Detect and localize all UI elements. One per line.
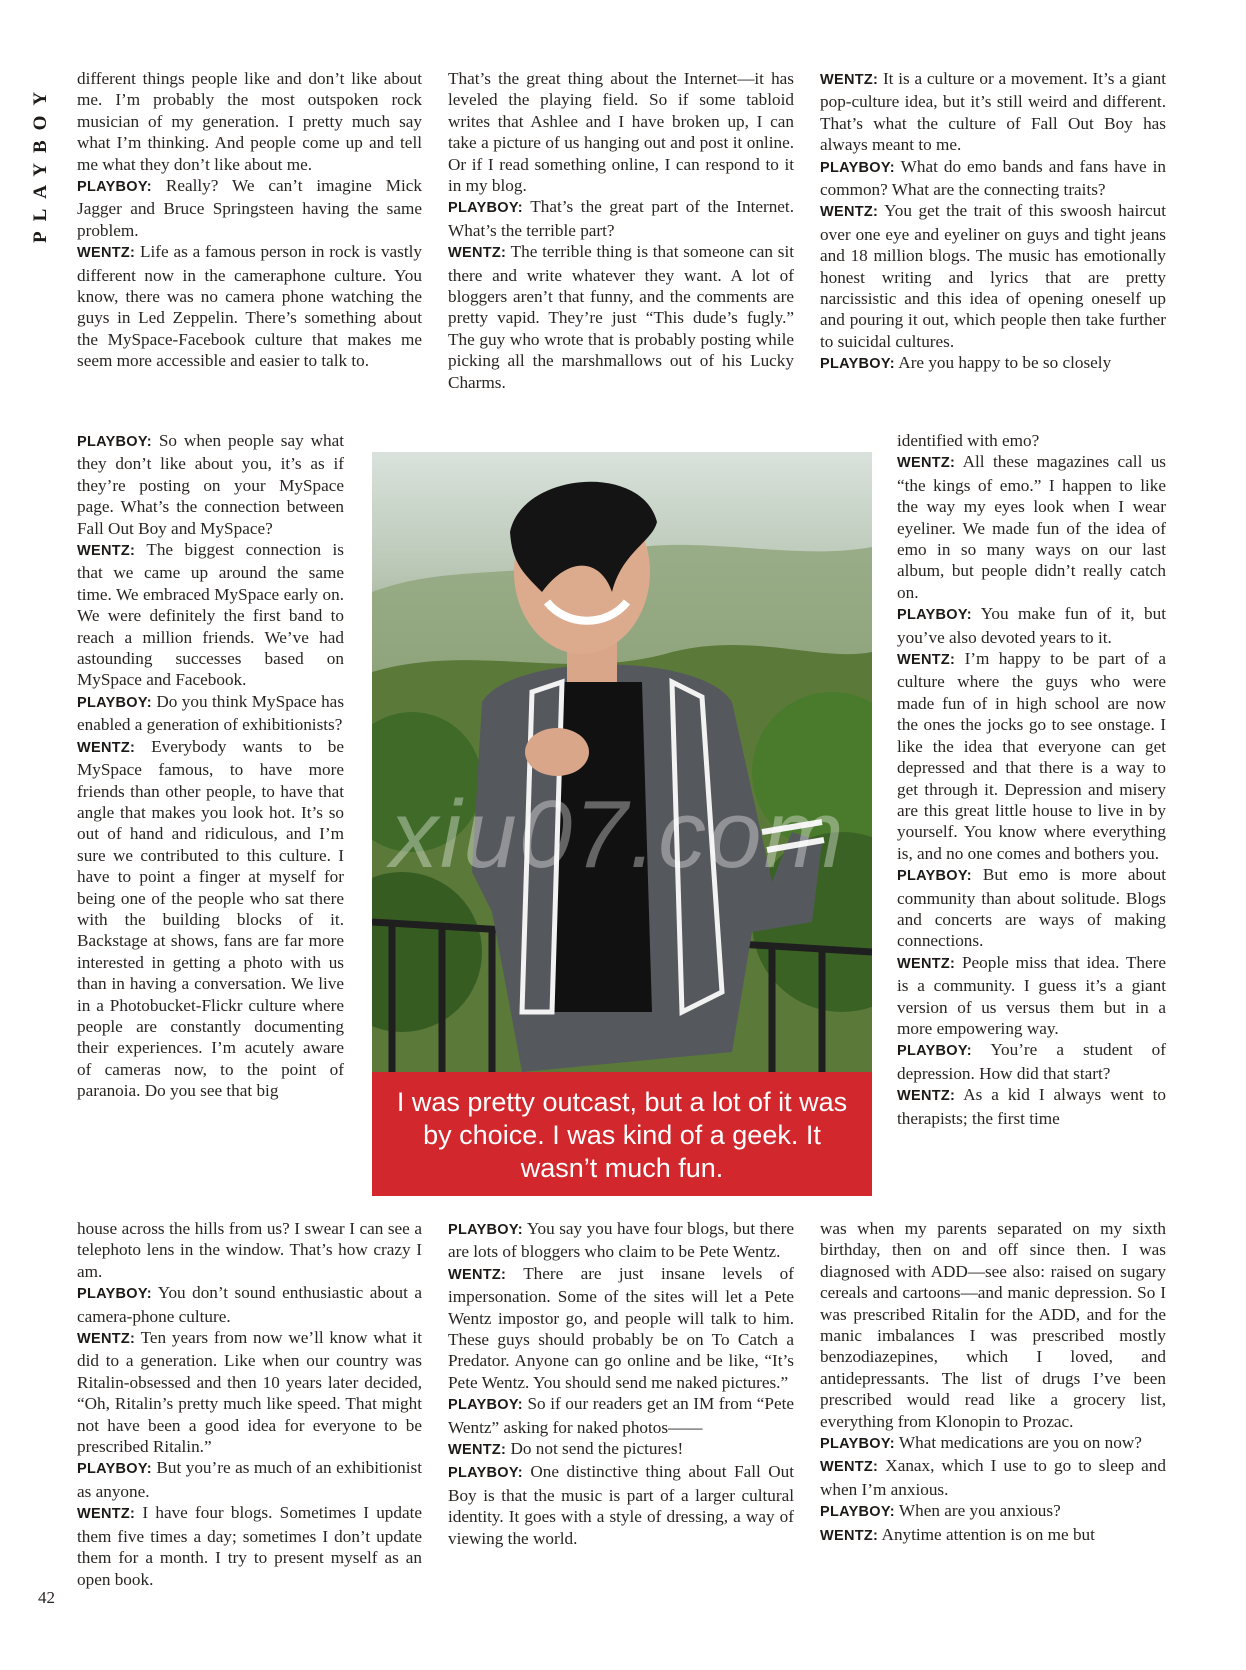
paragraph-text: But emo is more about community than about solitude. Blogs and concerts are ways of making connections. (897, 865, 1166, 951)
paragraph (77, 691, 344, 736)
speaker-label: WENTZ: (897, 652, 956, 669)
column-2-bottom (448, 1218, 794, 1549)
speaker-label: PLAYBOY: (77, 1286, 152, 1303)
paragraph-text: What do emo bands and fans have in common? What are the connecting traits? (820, 156, 1166, 200)
paragraph-text: One distinctive thing about Fall Out Boy is that the music is part of a larger cultural identity. It goes with a style of dressing, a way of viewing the world. (448, 1462, 794, 1548)
paragraph (448, 1461, 794, 1549)
column-1-bottom (77, 1218, 422, 1590)
paragraph-text: Do not send the pictures! (510, 1439, 684, 1459)
paragraph (820, 156, 1166, 201)
speaker-label: WENTZ: (897, 1088, 956, 1105)
paragraph-text: identified with emo? (897, 431, 1040, 450)
paragraph (448, 241, 794, 393)
paragraph-text: But you’re as much of an exhibitionist as anyone. (77, 1458, 423, 1501)
paragraph-text: As a kid I always went to therapists; the first time (897, 1085, 1166, 1128)
paragraph (820, 1218, 1166, 1432)
paragraph (820, 1455, 1166, 1500)
paragraph (77, 1457, 422, 1502)
speaker-label: WENTZ: (448, 1266, 507, 1283)
column-2-top (448, 68, 794, 393)
speaker-label: WENTZ: (820, 204, 879, 221)
paragraph-text: You don’t sound enthusiastic about a camera-phone culture. (77, 1283, 422, 1326)
paragraph-text: So when people say what they don’t like about you, it’s as if they’re posting on your MySpace page. What’s the connection between Fall Out Boy and MySpace? (77, 431, 344, 538)
speaker-label: WENTZ: (897, 455, 956, 472)
paragraph (820, 1524, 1166, 1547)
paragraph-text: Xanax, which I use to go to sleep and when I’m anxious. (820, 1456, 1166, 1499)
paragraph-text: The biggest connection is that we came up around the same time. We embraced MySpace early on. We were definitely the first band to reach a million friends. We’ve had astounding successes based on MySpace and Facebook. (77, 540, 344, 690)
paragraph-text: Anytime attention is on me but (881, 1524, 1095, 1544)
paragraph (820, 1500, 1166, 1523)
paragraph-text: People miss that idea. There is a community. I guess it’s a giant version of us versus them but in a more empowering way. (897, 952, 1166, 1038)
column-3-bottom (820, 1218, 1166, 1547)
paragraph-text: When are you anxious? (898, 1501, 1061, 1521)
paragraph (897, 603, 1166, 648)
speaker-label: PLAYBOY: (77, 694, 152, 711)
column-3-middle (897, 430, 1166, 1129)
speaker-label: PLAYBOY: (897, 868, 972, 885)
speaker-label: PLAYBOY: (820, 356, 895, 373)
paragraph (77, 539, 344, 691)
paragraph-text: Are you happy to be so closely (898, 353, 1112, 373)
portrait-illustration (372, 452, 872, 1072)
speaker-label: WENTZ: (820, 72, 879, 88)
paragraph-text: You make fun of it, but you’ve also devoted years to it. (897, 604, 1166, 647)
paragraph (897, 1084, 1166, 1129)
speaker-label: PLAYBOY: (820, 1504, 895, 1521)
column-1-top (77, 68, 422, 372)
column-3-top (820, 68, 1166, 376)
paragraph-text: So if our readers get an IM from “Pete Wentz” asking for naked photos—— (448, 1394, 794, 1437)
paragraph-text: It is a culture or a movement. It’s a giant pop-culture idea, but it’s still weird and different. That’s what the culture of Fall Out Boy has always meant to me. (820, 69, 1167, 155)
pull-quote-text: I was pretty outcast, but a lot of it was by choice. I was kind of a geek. It wasn’t much fun. (396, 1087, 848, 1183)
paragraph-text: There are just insane levels of impersonation. Some of the sites will let a Pete Wentz impostor go, and people will talk to him. These guys should probably be on To Catch a Predator. Anyone can go online and be like, “It’s Pete Wentz. You should send me naked pictures.” (448, 1263, 794, 1392)
paragraph-text: That’s the great part of the Internet. What’s the terrible part? (448, 197, 794, 240)
speaker-label: PLAYBOY: (448, 1222, 523, 1238)
speaker-label: PLAYBOY: (448, 1465, 523, 1482)
portrait-photo (372, 452, 872, 1072)
paragraph-text: All these magazines call us “the kings of emo.” I happen to like the way my eyes look when I wear eyeliner. We made fun of the idea of emo in so many ways on our last album, but people didn’t really catch on. (897, 452, 1166, 602)
pull-quote-box (372, 1072, 872, 1196)
speaker-label: PLAYBOY: (820, 1436, 895, 1453)
paragraph-text: Everybody wants to be MySpace famous, to have more friends than other people, to have that angle that makes you look hot. It’s so out of hand and ridiculous, and I’m sure we contributed to this culture. I have to point a finger at myself for being one of the people who sat there with the building blocks of it. Backstage at shows, fans are far more interested in getting a photo with us than in having a conversation. We live in a Photobucket-Flickr culture where people are constantly documenting their experiences. I’m acutely aware of cameras now, to the point of paranoia. Do you see that big (77, 736, 345, 1101)
paragraph-text: different things people like and don’t like about me. I’m probably the most outspoken rock musician of my generation. I pretty much say what I’m thinking. And people come up and tell me what they don’t like about me. (77, 69, 422, 174)
paragraph-text: was when my parents separated on my sixth birthday, then on and off since then. I was diagnosed with ADD—see also: raised on sugary cereals and cartoons—and manic depression. So I was prescribed Ritalin for the ADD, and for the manic imbalances I was prescribed mostly benzodiazepines, which I loved, and antidepressants. The list of drugs I’ve been prescribed would read like a grocery list, everything from Klonopin to Prozac. (820, 1219, 1166, 1431)
speaker-label: PLAYBOY: (897, 1043, 972, 1060)
speaker-label: WENTZ: (77, 739, 136, 756)
paragraph (77, 68, 422, 175)
paragraph-text: That’s the great thing about the Internet—it has leveled the playing field. So if some tabloid writes that Ashlee and I have broken up, I can take a picture of us hanging out and post it online. Or if I read something online, I can respond to it in my blog. (448, 69, 794, 196)
speaker-label: WENTZ: (448, 245, 507, 262)
paragraph (77, 1282, 422, 1327)
paragraph (897, 451, 1166, 603)
paragraph (897, 1039, 1166, 1084)
paragraph (77, 241, 422, 371)
paragraph-text: The terrible thing is that someone can sit there and write whatever they want. A lot of bloggers aren’t that funny, and the comments are pretty vapid. They’re just “This dude’s fugly.” The guy who wrote that is probably posting while picking all the marshmallows out of his Lucky Charms. (448, 242, 794, 392)
paragraph-text: I have four blogs. Sometimes I update them five times a day; sometimes I don’t update them for a month. I try to present myself as an open book. (77, 1503, 423, 1589)
speaker-label: PLAYBOY: (897, 607, 972, 624)
paragraph-text: You say you have four blogs, but there are lots of bloggers who claim to be Pete Wentz. (448, 1219, 794, 1262)
speaker-label: PLAYBOY: (820, 159, 895, 176)
paragraph (77, 175, 422, 241)
paragraph (77, 736, 344, 1102)
paragraph-text: house across the hills from us? I swear I can see a telephoto lens in the window. That’s how crazy I am. (77, 1219, 422, 1281)
paragraph (820, 352, 1166, 375)
paragraph (77, 430, 344, 539)
paragraph-text: I’m happy to be part of a culture where the guys who were made fun of in high school are now the ones the jocks go to see onstage. I like the idea that everyone can get depressed and that there is a way to get through it. Depression and misery are this great little house to live in by yourself. You know where everything is, and no one comes and bothers you. (897, 649, 1166, 863)
paragraph (448, 196, 794, 241)
speaker-label: WENTZ: (820, 1459, 879, 1476)
paragraph (448, 1218, 794, 1263)
paragraph (897, 648, 1166, 864)
paragraph (77, 1218, 422, 1282)
paragraph-text: You get the trait of this swoosh haircut over one eye and eyeliner on guys and tight jeans and 18 million blogs. The music has emotionally honest writing and lyrics that are pretty narcissistic and this idea of opening oneself up and pouring it out, which people then take further to suicidal cultures. (820, 201, 1166, 351)
paragraph (820, 68, 1166, 156)
speaker-label: WENTZ: (77, 1331, 136, 1348)
speaker-label: WENTZ: (77, 245, 136, 262)
paragraph-text: You’re a student of depression. How did that start? (897, 1040, 1166, 1083)
paragraph-text: What medications are you on now? (898, 1433, 1142, 1453)
paragraph (77, 1327, 422, 1457)
speaker-label: WENTZ: (820, 1527, 879, 1544)
speaker-label: PLAYBOY: (77, 1461, 152, 1478)
speaker-label: PLAYBOY: (448, 1397, 523, 1414)
paragraph (820, 200, 1166, 352)
speaker-label: PLAYBOY: (77, 179, 152, 196)
speaker-label: WENTZ: (448, 1442, 507, 1459)
speaker-label: WENTZ: (77, 543, 136, 560)
paragraph (897, 952, 1166, 1040)
paragraph (448, 1393, 794, 1438)
paragraph-text: Really? We can’t imagine Mick Jagger and Bruce Springsteen having the same problem. (77, 176, 423, 240)
column-1-middle (77, 430, 344, 1102)
paragraph (897, 430, 1166, 451)
speaker-label: PLAYBOY: (77, 434, 152, 450)
paragraph (448, 68, 794, 196)
paragraph (77, 1502, 422, 1590)
paragraph-text: Life as a famous person in rock is vastly different now in the cameraphone culture. You know, there was no camera phone watching the guys in Led Zeppelin. There’s something about the MySpace-Facebook culture that makes me seem more accessible and easier to talk to. (77, 242, 423, 371)
running-head: PLAYBOY (30, 81, 51, 243)
watermark: xiu07.com (390, 781, 846, 888)
speaker-label: WENTZ: (77, 1506, 136, 1523)
paragraph (448, 1263, 794, 1393)
paragraph (820, 1432, 1166, 1455)
paragraph (448, 1438, 794, 1461)
speaker-label: PLAYBOY: (448, 200, 523, 217)
page-number: 42 (38, 1588, 55, 1607)
paragraph-text: Ten years from now we’ll know what it did to a generation. Like when our country was Ritalin-obsessed and then 10 years later decided, “Oh, Ritalin’s pretty much like speed. That might not have been a good idea for everyone to be prescribed Ritalin.” (77, 1328, 422, 1457)
paragraph-text: Do you think MySpace has enabled a generation of exhibitionists? (77, 691, 345, 735)
paragraph (897, 864, 1166, 952)
speaker-label: WENTZ: (897, 955, 956, 972)
